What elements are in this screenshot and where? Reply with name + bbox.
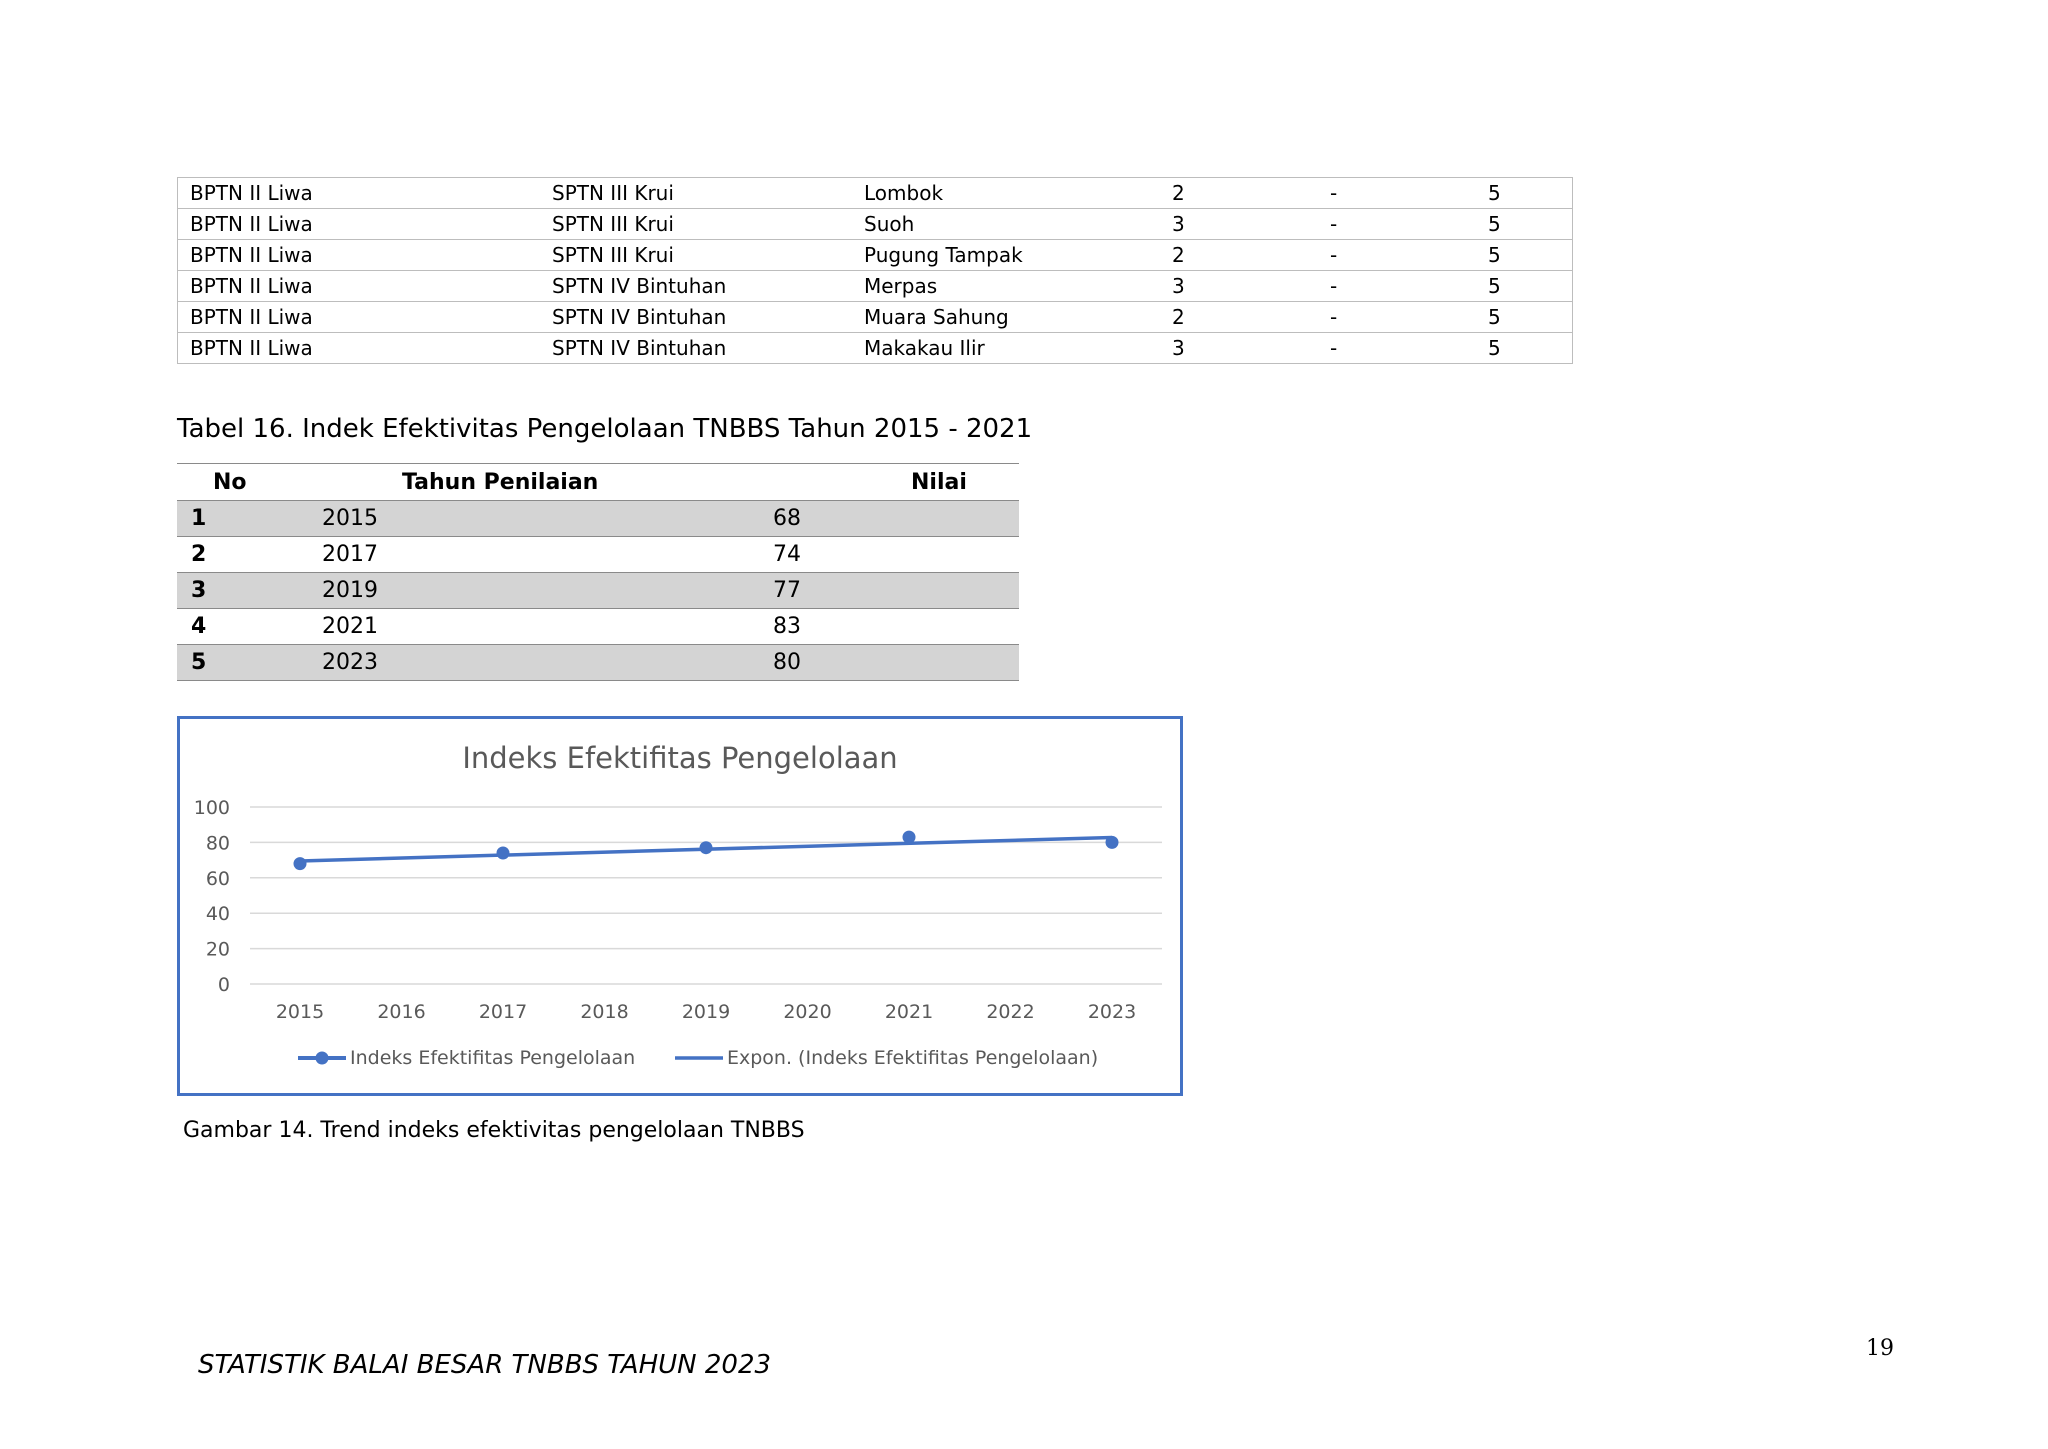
row-number: 3 [177, 573, 302, 609]
row-year: 2021 [302, 609, 773, 645]
table-row [178, 302, 1573, 333]
table-header-row [177, 464, 1019, 501]
x-tick-label: 2022 [986, 1001, 1035, 1023]
table-row [178, 333, 1573, 364]
data-point [903, 831, 916, 844]
value-b-cell: - [1318, 209, 1476, 240]
sptn-cell: SPTN IV Bintuhan [540, 333, 852, 364]
row-year: 2017 [302, 537, 773, 573]
footer-title: STATISTIK BALAI BESAR TNBBS TAHUN 2023 [198, 1350, 772, 1380]
x-tick-label: 2020 [783, 1001, 832, 1023]
table-row [177, 609, 1019, 645]
row-value: 80 [773, 645, 1019, 681]
row-number: 5 [177, 645, 302, 681]
value-c-cell: 5 [1476, 240, 1573, 271]
sptn-cell: SPTN IV Bintuhan [540, 271, 852, 302]
table-row [178, 271, 1573, 302]
sptn-cell: SPTN III Krui [540, 240, 852, 271]
value-a-cell: 3 [1160, 333, 1318, 364]
data-point [1106, 836, 1119, 849]
header-year: Tahun Penilaian [302, 464, 773, 501]
figure-caption: Gambar 14. Trend indeks efektivitas pengelolaan TNBBS [183, 1118, 805, 1143]
resort-cell: Muara Sahung [852, 302, 1160, 333]
legend-series-label: Indeks Efektifitas Pengelolaan [350, 1047, 636, 1069]
balai-cell: BPTN II Liwa [178, 333, 541, 364]
chart-title: Indeks Efektifitas Pengelolaan [462, 741, 898, 775]
value-b-cell: - [1318, 271, 1476, 302]
sptn-cell: SPTN IV Bintuhan [540, 302, 852, 333]
value-a-cell: 3 [1160, 271, 1318, 302]
value-a-cell: 2 [1160, 240, 1318, 271]
line-chart [180, 719, 1180, 1093]
header-no: No [177, 464, 302, 501]
header-value: Nilai [773, 464, 1019, 501]
resort-cell: Makakau Ilir [852, 333, 1160, 364]
balai-cell: BPTN II Liwa [178, 240, 541, 271]
value-c-cell: 5 [1476, 271, 1573, 302]
balai-cell: BPTN II Liwa [178, 302, 541, 333]
data-point [700, 841, 713, 854]
row-year: 2023 [302, 645, 773, 681]
balai-cell: BPTN II Liwa [178, 271, 541, 302]
x-tick-label: 2016 [377, 1001, 426, 1023]
value-b-cell: - [1318, 333, 1476, 364]
value-b-cell: - [1318, 302, 1476, 333]
resort-cell: Suoh [852, 209, 1160, 240]
x-tick-label: 2019 [681, 1001, 731, 1023]
row-number: 4 [177, 609, 302, 645]
chart-frame [177, 716, 1183, 1096]
row-year: 2019 [302, 573, 773, 609]
y-tick-label: 20 [205, 938, 230, 961]
x-tick-label: 2015 [275, 1001, 325, 1023]
resort-cell: Merpas [852, 271, 1160, 302]
legend-series-marker [316, 1052, 329, 1065]
row-value: 83 [773, 609, 1019, 645]
sptn-cell: SPTN III Krui [540, 209, 852, 240]
table-row [177, 573, 1019, 609]
data-point [497, 847, 510, 860]
x-tick-label: 2021 [884, 1001, 934, 1023]
location-table [177, 177, 1573, 364]
table-row [178, 240, 1573, 271]
value-c-cell: 5 [1476, 178, 1573, 209]
resort-cell: Pugung Tampak [852, 240, 1160, 271]
value-c-cell: 5 [1476, 302, 1573, 333]
resort-cell: Lombok [852, 178, 1160, 209]
row-value: 68 [773, 501, 1019, 537]
y-tick-label: 100 [193, 797, 230, 819]
legend-trend-label: Expon. (Indeks Efektifitas Pengelolaan) [727, 1047, 1099, 1069]
value-c-cell: 5 [1476, 333, 1573, 364]
y-tick-label: 80 [205, 832, 230, 855]
effectiveness-index-table [177, 463, 1019, 681]
y-tick-label: 60 [205, 867, 230, 890]
row-number: 2 [177, 537, 302, 573]
balai-cell: BPTN II Liwa [178, 209, 541, 240]
row-value: 74 [773, 537, 1019, 573]
table-row [177, 645, 1019, 681]
data-point [294, 857, 307, 870]
table-caption: Tabel 16. Indek Efektivitas Pengelolaan TNBBS Tahun 2015 - 2021 [177, 414, 1033, 444]
table-row [178, 209, 1573, 240]
x-tick-label: 2017 [478, 1001, 528, 1023]
value-a-cell: 3 [1160, 209, 1318, 240]
row-number: 1 [177, 501, 302, 537]
table-row [178, 178, 1573, 209]
x-tick-label: 2023 [1087, 1001, 1137, 1023]
table-row [177, 501, 1019, 537]
x-tick-label: 2018 [580, 1001, 629, 1023]
sptn-cell: SPTN III Krui [540, 178, 852, 209]
value-a-cell: 2 [1160, 302, 1318, 333]
table-row [177, 537, 1019, 573]
y-tick-label: 40 [205, 903, 230, 926]
y-tick-label: 0 [217, 974, 230, 996]
page-number: 19 [1866, 1336, 1894, 1361]
row-year: 2015 [302, 501, 773, 537]
value-b-cell: - [1318, 240, 1476, 271]
value-b-cell: - [1318, 178, 1476, 209]
value-c-cell: 5 [1476, 209, 1573, 240]
balai-cell: BPTN II Liwa [178, 178, 541, 209]
value-a-cell: 2 [1160, 178, 1318, 209]
row-value: 77 [773, 573, 1019, 609]
